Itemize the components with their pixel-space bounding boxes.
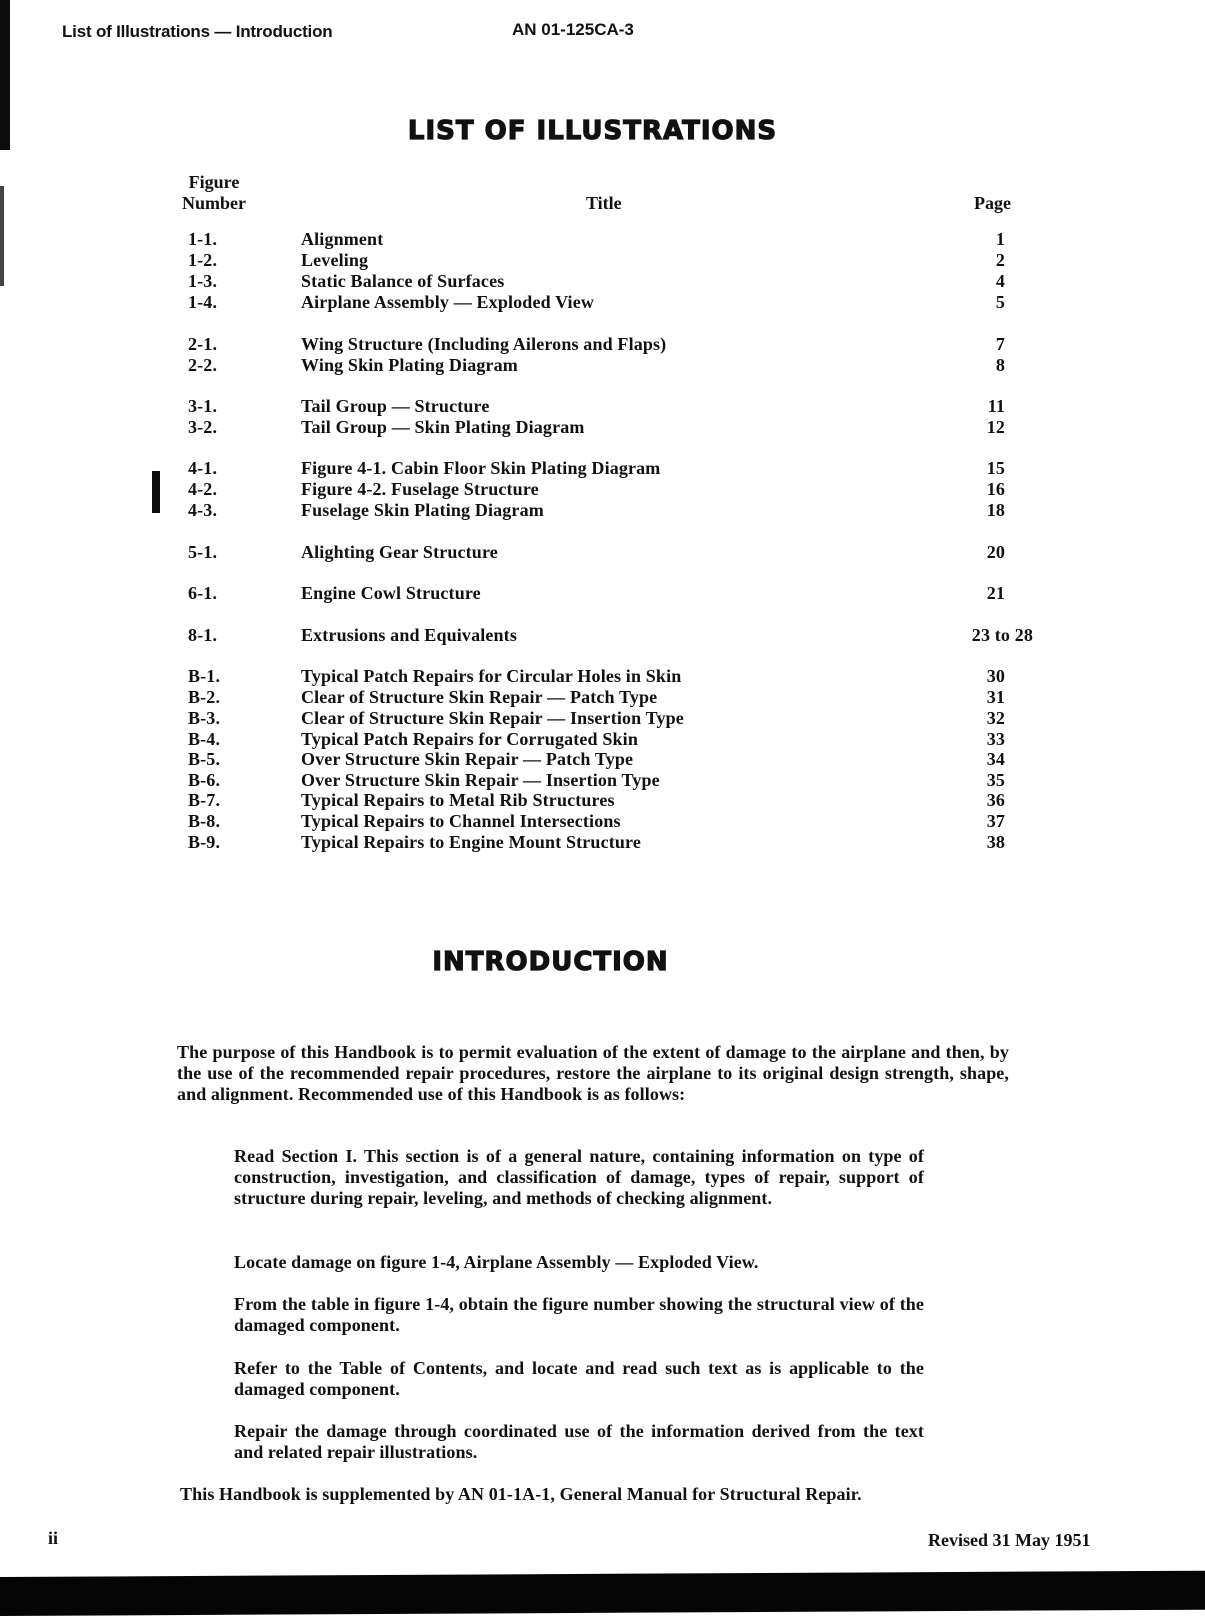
figure-page: 31 bbox=[986, 687, 1005, 707]
illustration-row bbox=[0, 334, 1205, 355]
introduction-heading: INTRODUCTION bbox=[432, 947, 669, 977]
column-header-figure-number bbox=[176, 172, 252, 214]
supplement-note: This Handbook is supplemented by AN 01-1A-1, General Manual for Structural Repair. bbox=[180, 1484, 862, 1504]
figure-number: B-7. bbox=[188, 790, 221, 810]
figure-number: 5-1. bbox=[188, 542, 218, 562]
figure-title: Tail Group — Skin Plating Diagram bbox=[301, 417, 585, 437]
figure-number: 8-1. bbox=[188, 625, 218, 645]
figure-title: Wing Structure (Including Ailerons and Flaps) bbox=[301, 334, 667, 354]
illustration-row bbox=[0, 708, 1205, 729]
page-folio: ii bbox=[48, 1528, 59, 1548]
figure-number: 2-1. bbox=[188, 334, 218, 354]
figure-title: Tail Group — Structure bbox=[301, 396, 490, 416]
illustration-row bbox=[0, 479, 1205, 500]
illustration-row bbox=[0, 542, 1205, 563]
figure-number: 3-1. bbox=[188, 396, 218, 416]
figure-title: Typical Repairs to Channel Intersections bbox=[301, 811, 621, 831]
figure-title: Over Structure Skin Repair — Patch Type bbox=[301, 749, 634, 769]
illustration-row bbox=[0, 417, 1205, 438]
figure-page: 38 bbox=[986, 832, 1005, 852]
column-header-figure-line1: Figure bbox=[188, 172, 240, 192]
figure-page: 11 bbox=[987, 396, 1005, 416]
instruction-step: From the table in figure 1-4, obtain the figure number showing the structural view of the damaged component. bbox=[234, 1294, 924, 1335]
figure-title: Typical Patch Repairs for Corrugated Skin bbox=[301, 729, 638, 749]
figure-number: B-3. bbox=[188, 708, 221, 728]
illustration-row bbox=[0, 271, 1205, 292]
figure-number: 4-1. bbox=[188, 458, 218, 478]
illustration-row bbox=[0, 229, 1205, 250]
illustration-row bbox=[0, 250, 1205, 271]
figure-title: Typical Repairs to Engine Mount Structure bbox=[301, 832, 641, 852]
figure-number: B-2. bbox=[188, 687, 221, 707]
figure-title: Clear of Structure Skin Repair — Insertion Type bbox=[301, 708, 684, 728]
column-header-figure-line2: Number bbox=[182, 193, 246, 213]
figure-title: Leveling bbox=[301, 250, 369, 270]
figure-title: Figure 4-1. Cabin Floor Skin Plating Diagram bbox=[301, 458, 661, 478]
instruction-step: Refer to the Table of Contents, and locate and read such text as is applicable to the damaged component. bbox=[234, 1358, 924, 1399]
figure-number: B-4. bbox=[188, 729, 221, 749]
figure-number: 2-2. bbox=[188, 355, 218, 375]
figure-title: Figure 4-2. Fuselage Structure bbox=[301, 479, 539, 499]
figure-page: 18 bbox=[986, 500, 1005, 520]
illustration-row bbox=[0, 666, 1205, 687]
figure-page: 8 bbox=[995, 355, 1005, 375]
figure-page: 4 bbox=[995, 271, 1005, 291]
illustration-row bbox=[0, 458, 1205, 479]
illustration-row bbox=[0, 832, 1205, 853]
illustration-row bbox=[0, 355, 1205, 376]
figure-title: Alighting Gear Structure bbox=[301, 542, 498, 562]
document-number: AN 01-125CA-3 bbox=[512, 20, 634, 39]
figure-number: 1-3. bbox=[188, 271, 218, 291]
figure-number: B-9. bbox=[188, 832, 221, 852]
figure-page: 32 bbox=[986, 708, 1005, 728]
figure-page: 20 bbox=[986, 542, 1005, 562]
illustration-row bbox=[0, 770, 1205, 791]
figure-page: 7 bbox=[995, 334, 1005, 354]
figure-title: Wing Skin Plating Diagram bbox=[301, 355, 518, 375]
figure-title: Alignment bbox=[301, 229, 384, 249]
running-head: List of Illustrations — Introduction bbox=[62, 22, 333, 41]
scan-bottom-artifact bbox=[0, 1571, 1205, 1616]
figure-page: 2 bbox=[995, 250, 1005, 270]
figure-title: Clear of Structure Skin Repair — Patch Type bbox=[301, 687, 658, 707]
illustration-row bbox=[0, 811, 1205, 832]
figure-title: Airplane Assembly — Exploded View bbox=[301, 292, 594, 312]
introduction-paragraph: The purpose of this Handbook is to permit evaluation of the extent of damage to the airplane and then, by the use of the recommended repair procedures, restore the airplane to its original design strength, shape, and alignment. Recommended use of this Handbook is as follows: bbox=[177, 1042, 1009, 1104]
figure-title: Typical Patch Repairs for Circular Holes in Skin bbox=[301, 666, 682, 686]
figure-page: 35 bbox=[986, 770, 1005, 790]
figure-number: 1-4. bbox=[188, 292, 218, 312]
figure-page: 37 bbox=[986, 811, 1005, 831]
illustration-row bbox=[0, 500, 1205, 521]
figure-number: 4-3. bbox=[188, 500, 218, 520]
figure-number: 6-1. bbox=[188, 583, 218, 603]
illustration-row bbox=[0, 583, 1205, 604]
figure-number: 1-1. bbox=[188, 229, 218, 249]
figure-page: 21 bbox=[986, 583, 1005, 603]
figure-page: 23 to 28 bbox=[971, 625, 1033, 645]
figure-page: 16 bbox=[986, 479, 1005, 499]
column-header-title: Title bbox=[586, 193, 622, 213]
figure-number: 3-2. bbox=[188, 417, 218, 437]
illustration-row bbox=[0, 396, 1205, 417]
illustration-row bbox=[0, 625, 1205, 646]
figure-page: 12 bbox=[986, 417, 1005, 437]
figure-number: B-8. bbox=[188, 811, 221, 831]
list-of-illustrations-heading: LIST OF ILLUSTRATIONS bbox=[407, 116, 778, 146]
figure-page: 15 bbox=[986, 458, 1005, 478]
figure-title: Fuselage Skin Plating Diagram bbox=[301, 500, 544, 520]
figure-title: Typical Repairs to Metal Rib Structures bbox=[301, 790, 615, 810]
figure-number: B-6. bbox=[188, 770, 221, 790]
illustration-row bbox=[0, 687, 1205, 708]
column-header-page: Page bbox=[974, 193, 1011, 213]
instruction-step: Repair the damage through coordinated use of the information derived from the text and related repair illustrations. bbox=[234, 1421, 924, 1462]
figure-number: 1-2. bbox=[188, 250, 218, 270]
instruction-step: Locate damage on figure 1-4, Airplane Assembly — Exploded View. bbox=[234, 1252, 759, 1272]
figure-title: Over Structure Skin Repair — Insertion Type bbox=[301, 770, 660, 790]
illustration-row bbox=[0, 729, 1205, 750]
figure-title: Engine Cowl Structure bbox=[301, 583, 481, 603]
figure-page: 33 bbox=[986, 729, 1005, 749]
figure-page: 1 bbox=[995, 229, 1005, 249]
figure-page: 30 bbox=[986, 666, 1005, 686]
figure-page: 36 bbox=[986, 790, 1005, 810]
figure-page: 34 bbox=[986, 749, 1005, 769]
illustration-row bbox=[0, 749, 1205, 770]
revision-date: Revised 31 May 1951 bbox=[928, 1530, 1091, 1550]
illustration-row bbox=[0, 790, 1205, 811]
figure-number: B-1. bbox=[188, 666, 221, 686]
illustration-row bbox=[0, 292, 1205, 313]
figure-title: Extrusions and Equivalents bbox=[301, 625, 517, 645]
figure-number: 4-2. bbox=[188, 479, 218, 499]
figure-page: 5 bbox=[995, 292, 1005, 312]
instruction-step: Read Section I. This section is of a general nature, containing information on type of construction, investigation, and classification of damage, types of repair, support of structure during repair, leveling, and methods of checking alignment. bbox=[234, 1146, 924, 1208]
figure-number: B-5. bbox=[188, 749, 221, 769]
figure-title: Static Balance of Surfaces bbox=[301, 271, 505, 291]
